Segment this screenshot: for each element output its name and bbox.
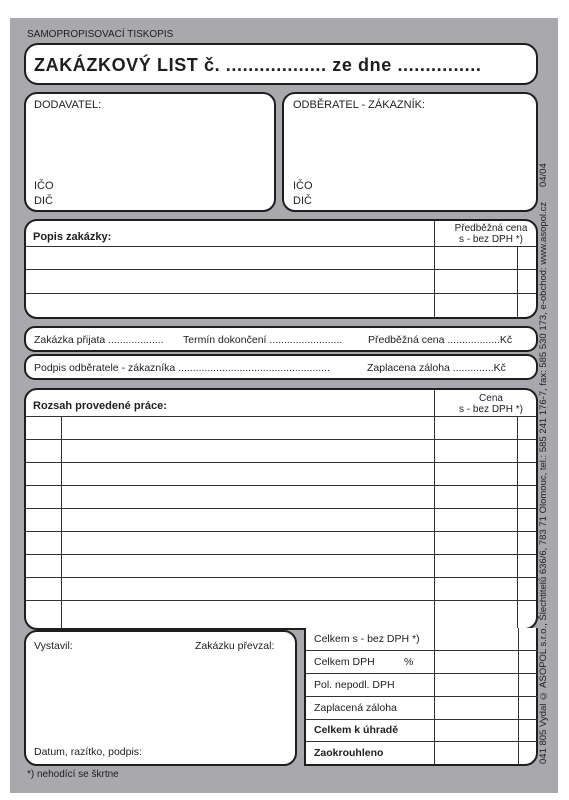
deposit-label: Zaplacena záloha ..............Kč: [367, 362, 506, 374]
table-row-divider: [26, 600, 538, 601]
customer-signature-label: Podpis odběratele - zákazníka ....................................................: [34, 362, 330, 374]
order-description-box: [24, 219, 538, 319]
total-vat-label: Celkem DPH: [314, 656, 375, 668]
info-row-accepted[interactable]: [24, 326, 538, 352]
publisher-side-text: [538, 114, 556, 764]
supplier-heading: DODAVATEL:: [34, 99, 102, 111]
column-divider: [517, 416, 518, 630]
issued-by-label: Vystavil:: [34, 640, 73, 652]
customer-dic-label: DIČ: [293, 195, 312, 207]
prelim-price-label: Předběžná cena ..................Kč: [368, 334, 513, 346]
table-row-divider: [306, 741, 538, 742]
form-title: ZAKÁZKOVÝ LIST č. .................. ze dne ...............: [34, 55, 482, 75]
totals-table: [304, 628, 538, 766]
table-row-divider: [26, 293, 538, 294]
deposit-paid-label: Zaplacená záloha: [314, 702, 397, 714]
price-header-2: s - bez DPH *): [459, 404, 523, 415]
issuer-box[interactable]: [24, 630, 297, 766]
form-page: [10, 18, 558, 793]
table-row-divider: [306, 696, 538, 697]
form-type-label: SAMOPROPISOVACÍ TISKOPIS: [27, 29, 174, 40]
work-scope-heading: Rozsah provedené práce:: [33, 400, 167, 412]
work-scope-box: [24, 388, 538, 630]
total-net-label: Celkem s - bez DPH *): [314, 633, 420, 645]
table-row-divider: [26, 416, 538, 417]
customer-heading: ODBĚRATEL - ZÁKAZNÍK:: [293, 99, 426, 111]
non-vat-items-label: Pol. nepodl. DPH: [314, 679, 395, 691]
column-divider: [434, 390, 435, 630]
table-row-divider: [26, 508, 538, 509]
prelim-price-header-1: Předběžná cena: [454, 223, 528, 234]
revision-code: 04/04: [538, 163, 549, 188]
total-to-pay-label: Celkem k úhradě: [314, 724, 399, 736]
table-row-divider: [26, 577, 538, 578]
footnote: *) nehodící se škrtne: [27, 769, 119, 780]
received-by-label: Zakázku převzal:: [195, 640, 275, 652]
table-row-divider: [26, 439, 538, 440]
date-stamp-label: Datum, razítko, podpis:: [34, 746, 142, 758]
supplier-box[interactable]: [24, 92, 276, 212]
table-row-divider: [26, 531, 538, 532]
publisher-info: 041 805 Vydal © ASOPOL s.r.o., Šlechtitelů 636/6, 783 71 Olomouc, tel.: 585 241 176-7, fax: 585 530 173, e-obchod: www.asopol.cz: [538, 201, 549, 764]
deadline-label: Termín dokončení .........................: [183, 334, 343, 346]
table-row-divider: [26, 269, 538, 270]
table-row-divider: [306, 673, 538, 674]
column-divider: [61, 416, 62, 630]
column-divider: [434, 221, 435, 319]
rounded-label: Zaokrouhleno: [314, 747, 384, 759]
title-box: [24, 43, 538, 85]
customer-box[interactable]: [282, 92, 538, 212]
accepted-label: Zakázka přijata ...................: [34, 334, 164, 346]
supplier-dic-label: DIČ: [34, 195, 53, 207]
column-divider: [517, 246, 518, 319]
supplier-ico-label: IČO: [34, 180, 54, 192]
vat-percent-label: %: [404, 656, 414, 668]
table-row-divider: [26, 485, 538, 486]
customer-ico-label: IČO: [293, 180, 313, 192]
table-row-divider: [26, 246, 538, 247]
info-row-signature[interactable]: [24, 354, 538, 380]
prelim-price-header-2: s - bez DPH *): [459, 234, 523, 245]
table-row-divider: [306, 650, 538, 651]
table-row-divider: [26, 554, 538, 555]
table-row-divider: [306, 719, 538, 720]
order-description-heading: Popis zakázky:: [33, 231, 112, 243]
price-header-1: Cena: [479, 393, 503, 404]
table-row-divider: [26, 462, 538, 463]
